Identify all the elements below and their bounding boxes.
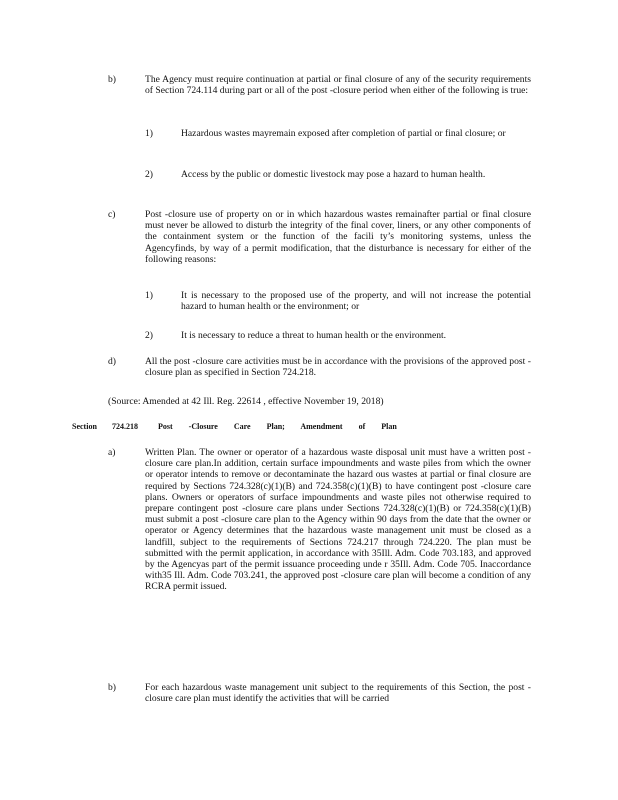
item-b2-label: 2)	[145, 169, 153, 180]
paragraph-b-text: The Agency must require continuation at partial or final closure of any of the security requirements of Section 724.114 during part or all of the post -closure period when either of the following is true:	[145, 74, 531, 97]
section-title: Post -Closure Care Plan; Amendment of Plan	[158, 422, 397, 431]
section-218-a-label: a)	[108, 447, 116, 458]
section-218-a-text: Written Plan. The owner or operator of a hazardous waste disposal unit must have a written post -closure care plan.In addition, certain surface impoundments and waste piles from which the owner or operator intends to remove or decontaminate the hazard ous wastes at partial or final closure are required by Sections 724.328(c)(1)(B) and 724.358(c)(1)(B) to have contingent post -closure care plans. Owners or operators of surface impoundments and waste piles not otherwise required to prepare contingent post -closure care plans under Sections 724.328(c)(1)(B) or 724.358(c)(1)(B) must submit a post -closure care plan to the Agency within 90 days from the date that the owner or operator or Agency determines that the hazardous waste management unit must be closed as a landfill, subject to the requirements of Sections 724.217 through 724.220. The plan must be submitted with the permit application, in accordance with 35Ill. Adm. Code 703.183, and approved by the Agencyas part of the permit issuance proceeding unde r 35Ill. Adm. Code 705. Inaccordance with35 Ill. Adm. Code 703.241, the approved post -closure care plan will become a condition of any RCRA permit issued.	[145, 447, 531, 593]
section-heading	[72, 422, 532, 432]
item-b1-text: Hazardous wastes mayremain exposed after completion of partial or final closure; or	[181, 128, 506, 139]
paragraph-c-label: c)	[108, 209, 116, 220]
section-218-b-label: b)	[108, 682, 116, 693]
item-c1-label: 1)	[145, 290, 153, 301]
paragraph-c-text: Post -closure use of property on or in which hazardous wastes remainafter partial or final closure must never be allowed to disturb the integrity of the final cover, liners, or any other components of the containment system or the function of the facili ty’s monitoring systems, unless the Agencyfinds, by way of a permit modification, that the disturbance is necessary for either of the following reasons:	[145, 209, 531, 265]
paragraph-b-label: b)	[108, 74, 116, 85]
item-c2-label: 2)	[145, 330, 153, 341]
paragraph-d-text: All the post -closure care activities must be in accordance with the provisions of the approved post -closure plan as specified in Section 724.218.	[145, 356, 531, 379]
item-b1-label: 1)	[145, 128, 153, 139]
item-c1-text: It is necessary to the proposed use of the property, and will not increase the potential hazard to human health or the environment; or	[181, 290, 531, 313]
section-218-b-text: For each hazardous waste management unit subject to the requirements of this Section, the post -closure care plan must identify the activities that will be carried	[145, 682, 531, 705]
paragraph-d-label: d)	[108, 356, 116, 367]
section-number: 724.218	[112, 422, 138, 431]
item-b2-text: Access by the public or domestic livestock may pose a hazard to human health.	[181, 169, 486, 180]
source-note: (Source: Amended at 42 Ill. Reg. 22614 , effective November 19, 2018)	[108, 396, 384, 407]
item-c2-text: It is necessary to reduce a threat to human health or the environment.	[181, 330, 447, 341]
section-word: Section	[72, 422, 97, 431]
